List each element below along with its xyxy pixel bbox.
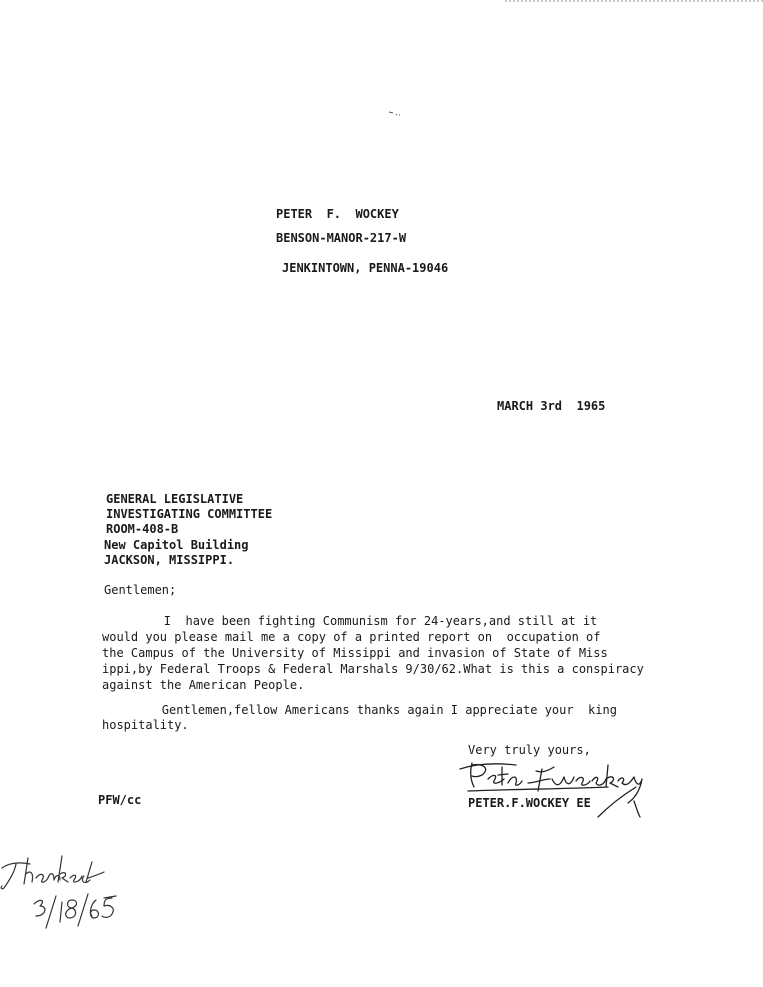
sender-name: PETER F. WOCKEY [276, 207, 399, 221]
body-line-7: hospitality. [102, 718, 189, 732]
recipient-line-3: ROOM-408-B [106, 522, 179, 536]
body-line-3: the Campus of the University of Missippi and invasion of State of Miss [102, 646, 608, 660]
handwritten-thanked-note [0, 852, 130, 942]
typist-initials: PFW/cc [98, 793, 142, 807]
closing: Very truly yours, [468, 743, 591, 757]
body-line-4: ippi,by Federal Troops & Federal Marshals 9/30/62.What is this a conspiracy [102, 662, 644, 676]
sender-address-line2: JENKINTOWN, PENNA-19046 [282, 261, 449, 275]
ink-speck [388, 110, 402, 116]
recipient-line-5: JACKSON, MISSIPPI. [104, 553, 235, 567]
body-line-1: I have been fighting Communism for 24-years,and still at it [106, 614, 598, 628]
letter-date: MARCH 3rd 1965 [497, 399, 606, 413]
body-line-6: Gentlemen,fellow Americans thanks again I appreciate your king [104, 703, 617, 717]
typed-signature-name: PETER.F.WOCKEY EE [468, 796, 591, 810]
recipient-line-4: New Capitol Building [104, 538, 249, 552]
recipient-line-1: GENERAL LEGISLATIVE [106, 492, 244, 506]
recipient-line-2: INVESTIGATING COMMITTEE [106, 507, 273, 521]
scan-dotted-edge [505, 0, 763, 4]
body-line-2: would you please mail me a copy of a printed report on occupation of [102, 630, 601, 644]
salutation: Gentlemen; [104, 583, 177, 597]
sender-address-line1: BENSON-MANOR-217-W [276, 231, 407, 245]
body-line-5: against the American People. [102, 678, 305, 692]
